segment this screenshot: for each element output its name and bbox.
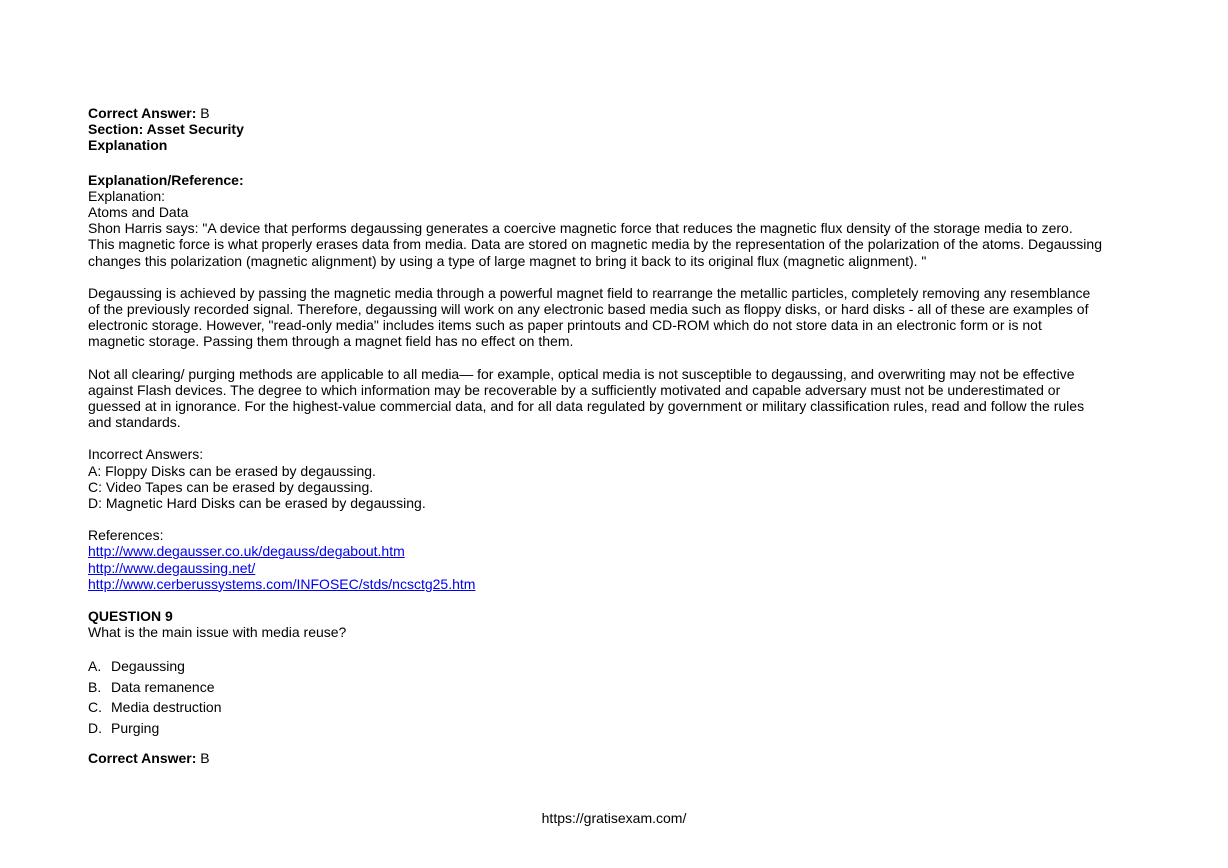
option-a	[88, 658, 1148, 674]
paragraph-line: changes this polarization (magnetic alignment) by using a type of large magnet to bring it back to its original flux (magnetic alignment). "	[88, 252, 927, 269]
paragraph-line: of the previously recorded signal. Therefore, degaussing will work on any electronic based media such as floppy disks, or hard disks - all of these are examples of	[88, 301, 1089, 318]
paragraph-line: guessed at in ignorance. For the highest-value commercial data, and for all data regulated by government or military classification rules, read and follow the rules	[88, 398, 1085, 415]
correct-answer-label: Correct Answer:	[88, 105, 197, 121]
footer-url: https://gratisexam.com/	[541, 810, 687, 826]
q9-correct-answer	[88, 750, 1148, 766]
explanation-paragraph-3	[88, 366, 1148, 431]
option-text: Purging	[111, 719, 160, 736]
reference-heading: Explanation/Reference:	[88, 171, 244, 188]
explanation-paragraph-1	[88, 220, 1148, 269]
explanation-subtitle: Atoms and Data	[88, 204, 189, 221]
explanation-label: Explanation:	[88, 187, 166, 204]
option-text: Degaussing	[111, 658, 185, 675]
paragraph-line: against Flash devices. The degree to which information may be recoverable by a sufficiently motivated and capable adversary must not be underestimated or	[88, 381, 1061, 398]
reference-link-cerberus[interactable]: http://www.cerberussystems.com/INFOSEC/stds/ncsctg25.htm	[88, 575, 476, 592]
paragraph-line: Shon Harris says: "A device that performs degaussing generates a coercive magnetic force that reduces the magnetic flux density of the storage media to zero.	[88, 220, 1073, 237]
option-letter: D.	[88, 719, 102, 736]
option-text: Data remanence	[111, 678, 215, 695]
explanation-heading: Explanation	[88, 137, 168, 154]
answer-options	[88, 658, 1148, 735]
correct-answer-label: Correct Answer:	[88, 750, 197, 767]
option-letter: B.	[88, 678, 102, 695]
option-text: Media destruction	[111, 699, 222, 716]
explanation-paragraph-2	[88, 285, 1148, 350]
correct-answer-value: B	[200, 750, 210, 767]
incorrect-heading: Incorrect Answers:	[88, 446, 204, 463]
paragraph-line: Degaussing is achieved by passing the magnetic media through a powerful magnet field to rearrange the metallic particles, completely removing any resemblance	[88, 284, 1091, 301]
option-b	[88, 679, 1148, 695]
incorrect-item: D: Magnetic Hard Disks can be erased by degaussing.	[88, 495, 426, 512]
document-page	[88, 105, 1148, 766]
correct-answer-value: B	[200, 105, 210, 121]
question-text: What is the main issue with media reuse?	[88, 624, 347, 641]
incorrect-item: A: Floppy Disks can be erased by degaussing.	[88, 462, 376, 479]
option-d	[88, 720, 1148, 736]
incorrect-item: C: Video Tapes can be erased by degaussing.	[88, 478, 374, 495]
option-c	[88, 699, 1148, 715]
section-label: Section: Asset Security	[88, 121, 244, 138]
incorrect-answers	[88, 446, 1148, 511]
paragraph-line: magnetic storage. Passing them through a magnet field has no effect on them.	[88, 333, 574, 350]
option-letter: C.	[88, 699, 102, 716]
reference-link-degaussing[interactable]: http://www.degaussing.net/	[88, 559, 256, 576]
q8-correct-answer	[88, 105, 1148, 121]
paragraph-line: and standards.	[88, 414, 181, 431]
paragraph-line: This magnetic force is what properly erases data from media. Data are stored on magnetic media by the representation of the polarization of the atoms. Degaussing	[88, 236, 1102, 253]
paragraph-line: Not all clearing/ purging methods are applicable to all media— for example, optical media is not susceptible to degaussing, and overwriting may not be effective	[88, 365, 1075, 382]
reference-link-degausser[interactable]: http://www.degausser.co.uk/degauss/degabout.htm	[88, 543, 405, 560]
paragraph-line: electronic storage. However, "read-only media" includes items such as paper printouts and CD-ROM which do not store data in an electronic form or is not	[88, 317, 1042, 334]
question-title: QUESTION 9	[88, 608, 173, 625]
references-heading: References:	[88, 527, 164, 544]
references	[88, 527, 1148, 592]
option-letter: A.	[88, 658, 102, 675]
